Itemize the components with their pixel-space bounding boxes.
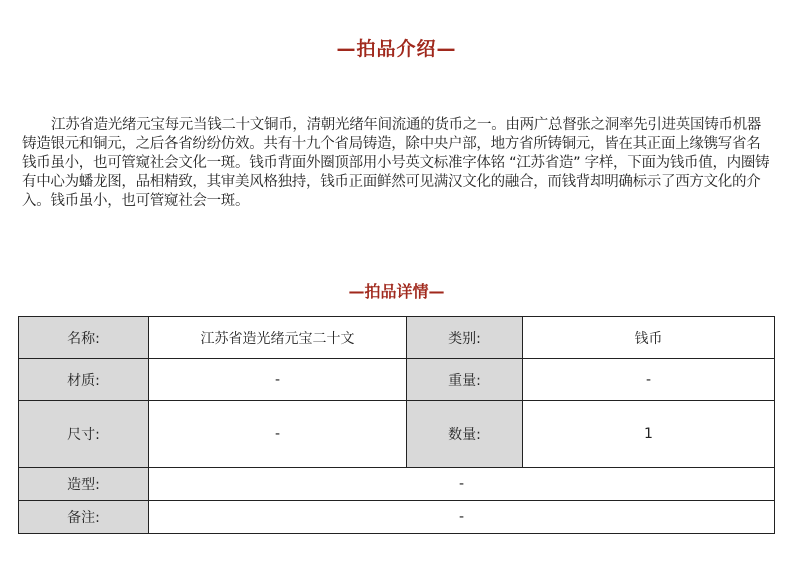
category-value: 钱币 [523, 317, 775, 359]
material-label: 材质: [19, 359, 149, 401]
table-row [19, 501, 775, 534]
shape-label: 造型: [19, 468, 149, 501]
shape-value: - [149, 468, 775, 501]
details-section-title: —拍品详情— [348, 282, 445, 301]
remark-label: 备注: [19, 501, 149, 534]
table-row [19, 317, 775, 359]
intro-paragraph: 江苏省造光绪元宝每元当钱二十文铜币，清朝光绪年间流通的货币之一。由两广总督张之洞率先引进英国铸币机器铸造银元和铜元，之后各省纷纷仿效。共有十九个省局铸造，除中央户部，地方省所铸铜元，皆在其正面上缘镌写省名钱币虽小，也可管窥社会文化一斑。钱币背面外圈顶部用小号英文标准字体铭 “江苏省造” 字样，下面为钱币值，内圈铸有中心为蟠龙图，品相精致，其审美风格独持，钱币正面鲜然可见满汉文化的融合，而钱背却明确标示了西方文化的介入。钱币虽小，也可管窥社会一斑。 [22, 117, 770, 209]
quantity-label: 数量: [407, 401, 523, 468]
weight-value: - [523, 359, 775, 401]
table-row [19, 401, 775, 468]
intro-section-title: —拍品介绍— [336, 38, 457, 60]
size-label: 尺寸: [19, 401, 149, 468]
name-value: 江苏省造光绪元宝二十文 [149, 317, 407, 359]
quantity-value: 1 [523, 401, 775, 468]
name-label: 名称: [19, 317, 149, 359]
size-value: - [149, 401, 407, 468]
remark-value: - [149, 501, 775, 534]
table-row [19, 468, 775, 501]
details-table [18, 316, 775, 534]
material-value: - [149, 359, 407, 401]
table-row [19, 359, 775, 401]
category-label: 类别: [407, 317, 523, 359]
weight-label: 重量: [407, 359, 523, 401]
